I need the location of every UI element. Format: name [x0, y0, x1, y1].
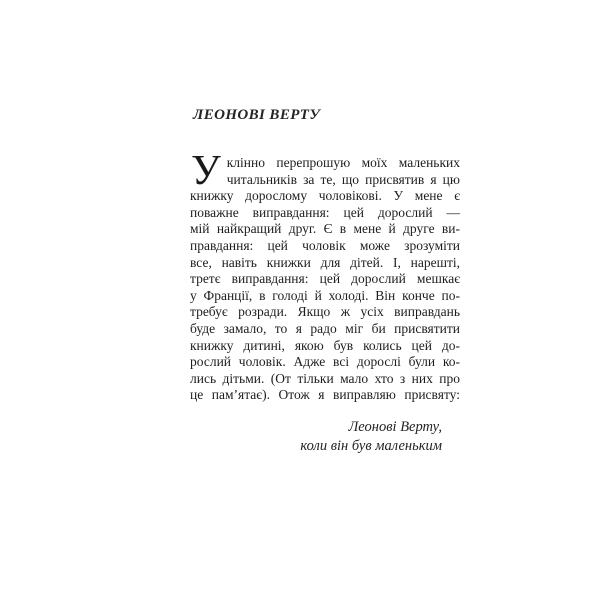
paragraph-line: читальників за те, що присвятив я цю [226, 171, 460, 187]
page-content [190, 106, 460, 456]
paragraph-line: все, навіть книжки для дітей. І, нарешті, [190, 254, 460, 270]
paragraph-line: требує розради. Якщо ж усіх виправдань [190, 304, 460, 320]
paragraph-line: третє виправдання: цей дорослий мешкає [190, 271, 460, 287]
dedication-signature [190, 418, 460, 456]
dedication-paragraph [190, 148, 460, 404]
signature-line-2: коли він був маленьким [300, 437, 442, 454]
paragraph-line: книжку дитині, якою був колись цей до- [190, 337, 460, 353]
paragraph-line: це пам’ятає). Отож я виправляю присвяту: [190, 387, 460, 403]
paragraph-line: рослий чоловік. Адже всі дорослі були ко- [190, 354, 460, 370]
paragraph-line: мій найкращий друг. Є в мене й друге ви- [190, 221, 460, 237]
paragraph-line: книжку дорослому чоловікові. У мене є [190, 188, 460, 204]
paragraph-line: буде замало, то я радо міг би присвятити [190, 320, 460, 336]
paragraph-line: клінно перепрошую моїх маленьких [226, 155, 460, 170]
paragraph-line: поважне виправдання: цей дорослий — [190, 204, 460, 220]
page-title: ЛЕОНОВІ ВЕРТУ [193, 107, 321, 123]
paragraph-line: правдання: цей чоловік може зрозуміти [190, 237, 460, 253]
dropcap-letter: У [191, 148, 221, 194]
paragraph-line: у Франції, в голоді й холоді. Він конче по- [190, 287, 460, 303]
signature-line-1: Леонові Верту, [348, 418, 442, 435]
paragraph-line: лись дітьми. (От тільки мало хто з них про [190, 370, 460, 386]
